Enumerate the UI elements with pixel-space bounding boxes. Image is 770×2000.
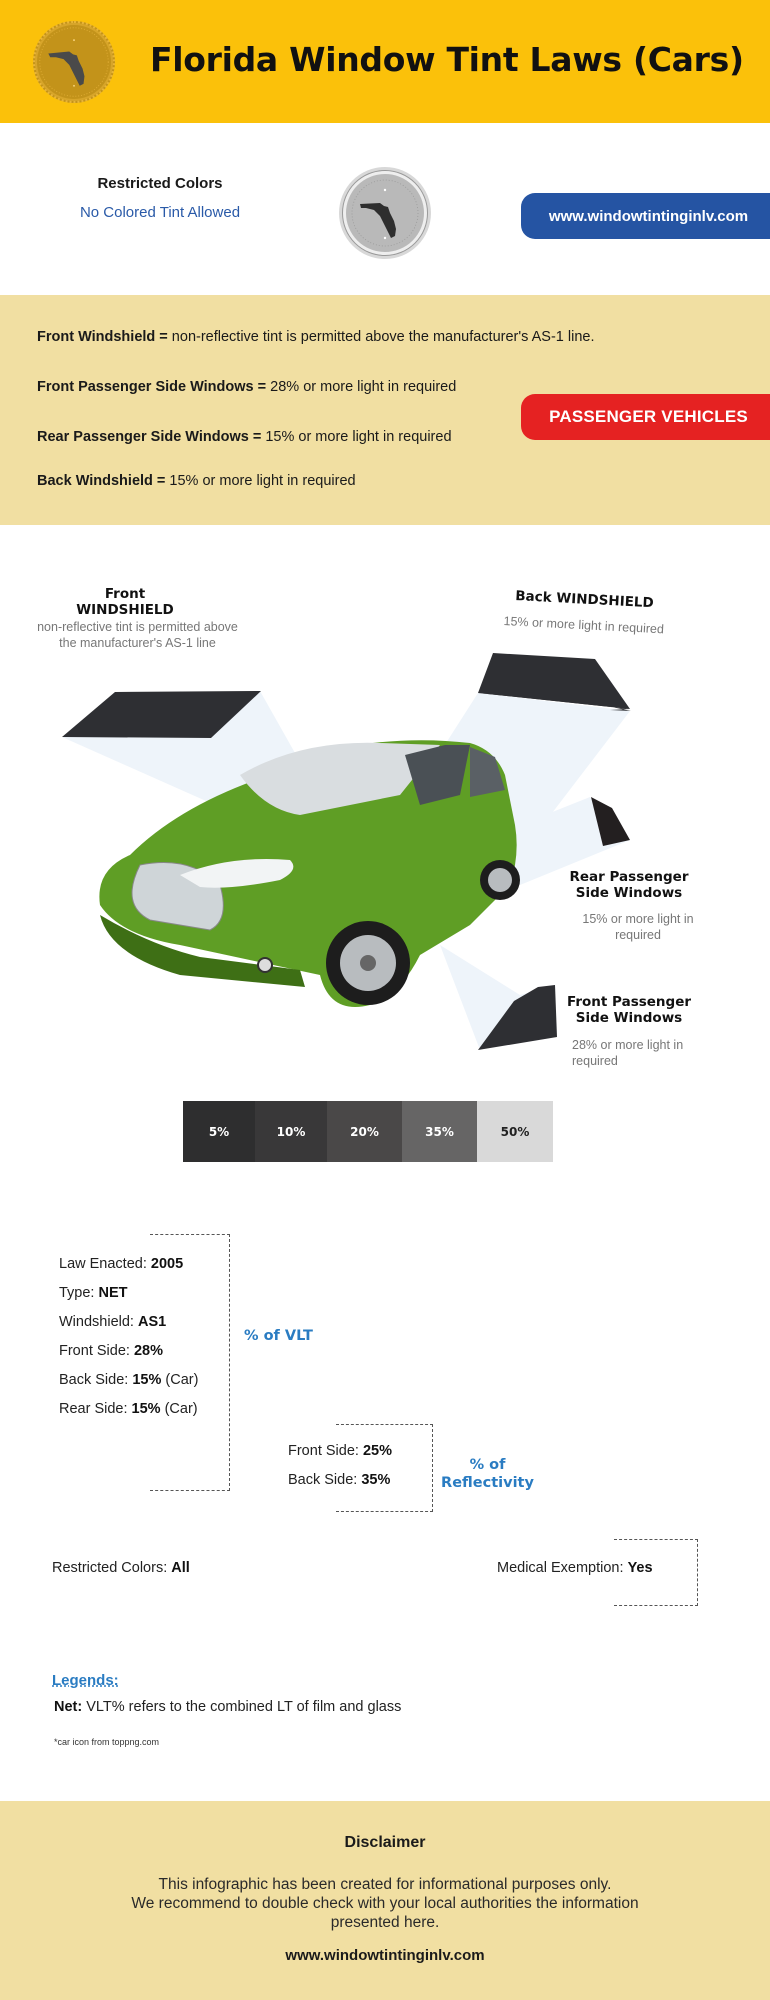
- spec-value: 25%: [362, 1443, 392, 1459]
- tint-darkness-scale: [183, 1101, 553, 1162]
- label-line: Front Passenger: [567, 994, 692, 1010]
- desc-line: non-reflective tint is permitted above: [37, 620, 238, 634]
- desc-line: 15% or more light in: [582, 912, 694, 926]
- rule-text: 15% or more light in required: [261, 429, 452, 445]
- spec-medical-exemption: [497, 1560, 653, 1576]
- tint-swatch-5: 5%: [183, 1101, 255, 1162]
- rule-label: Back Windshield =: [37, 473, 166, 489]
- spec-value: Yes: [627, 1560, 653, 1576]
- info-row: [0, 123, 770, 295]
- disclaimer-line: This infographic has been created for informational purposes only.: [158, 1876, 612, 1893]
- disclaimer-line: We recommend to double check with your local authorities the information: [131, 1895, 639, 1912]
- desc-line: 28% or more light in: [572, 1038, 684, 1052]
- image-credit: *car icon from toppng.com: [54, 1737, 160, 1747]
- spec-value: NET: [98, 1285, 128, 1301]
- disclaimer-line: presented here.: [330, 1914, 440, 1931]
- rules-section: [0, 295, 770, 525]
- spec-label: Windshield:: [59, 1314, 138, 1330]
- vlt-bracket: [150, 1234, 230, 1491]
- spec-label: Back Side:: [59, 1372, 133, 1388]
- car-diagram: [0, 525, 770, 1165]
- label-line: Rear Passenger: [569, 869, 689, 885]
- tint-swatch-10: 10%: [255, 1101, 327, 1162]
- desc-line: required: [572, 1054, 618, 1068]
- back-windshield-desc: 15% or more light in required: [503, 613, 665, 637]
- website-badge[interactable]: www.windowtintinginlv.com: [521, 193, 770, 239]
- spec-label: Back Side:: [288, 1472, 362, 1488]
- tint-swatch-35: 35%: [402, 1101, 477, 1162]
- spec-windshield: [59, 1314, 166, 1330]
- restricted-colors-title: Restricted Colors: [97, 175, 223, 192]
- spec-label: Type:: [59, 1285, 99, 1301]
- spec-label: Medical Exemption:: [497, 1560, 628, 1576]
- spec-value: 15%: [131, 1401, 161, 1417]
- tint-swatch-50: 50%: [477, 1101, 553, 1162]
- legend-definition: VLT% refers to the combined LT of film and glass: [82, 1699, 402, 1715]
- label-line: % of: [469, 1457, 506, 1473]
- rule-front-windshield: [37, 329, 594, 345]
- legend-net: [54, 1699, 401, 1715]
- rule-rear-side: [37, 429, 452, 445]
- florida-seal-icon: [33, 21, 115, 103]
- legends-title: Legends:: [52, 1672, 119, 1689]
- rule-front-side: [37, 379, 456, 395]
- disclaimer-section: [0, 1801, 770, 2000]
- rule-back-windshield: [37, 473, 356, 489]
- tint-swatch-20: 20%: [327, 1101, 402, 1162]
- spec-value: All: [171, 1560, 190, 1576]
- rule-label: Front Windshield =: [37, 329, 168, 345]
- header-banner: [0, 0, 770, 123]
- spec-suffix: (Car): [161, 1372, 199, 1388]
- spec-back-side: [59, 1372, 198, 1388]
- rule-text: 28% or more light in required: [266, 379, 457, 395]
- spec-value: 35%: [361, 1472, 391, 1488]
- reflectivity-label: [440, 1456, 535, 1492]
- page-title: Florida Window Tint Laws (Cars): [150, 40, 744, 79]
- spec-type: [59, 1285, 128, 1301]
- passenger-vehicles-badge: PASSENGER VEHICLES: [521, 394, 770, 440]
- spec-reflect-back: [288, 1472, 390, 1488]
- front-side-desc: [572, 1037, 712, 1069]
- spec-value: 28%: [133, 1343, 163, 1359]
- rule-text: 15% or more light in required: [165, 473, 356, 489]
- spec-value: 2005: [150, 1256, 184, 1272]
- disclaimer-title: Disclaimer: [344, 1834, 426, 1851]
- back-windshield-label: Back WINDSHIELD: [514, 588, 655, 612]
- spec-label: Restricted Colors:: [52, 1560, 172, 1576]
- spec-restricted-colors: [52, 1560, 190, 1576]
- front-windshield-label: Front WINDSHIELD: [76, 586, 174, 618]
- reflectivity-bracket: [336, 1424, 433, 1512]
- spec-law-enacted: [59, 1256, 183, 1272]
- spec-rear-side: [59, 1401, 198, 1417]
- vlt-label: % of VLT: [244, 1328, 313, 1344]
- spec-value: 15%: [132, 1372, 162, 1388]
- legend-term: Net:: [54, 1699, 83, 1715]
- desc-line: required: [615, 928, 661, 942]
- label-line: Side Windows: [575, 885, 683, 901]
- label-line: Side Windows: [575, 1010, 683, 1026]
- florida-seal-icon: [343, 171, 427, 255]
- spec-suffix: (Car): [160, 1401, 198, 1417]
- spec-reflect-front: [288, 1443, 392, 1459]
- rule-text: non-reflective tint is permitted above the manufacturer's AS-1 line.: [167, 329, 595, 345]
- spec-label: Front Side:: [288, 1443, 363, 1459]
- rule-label: Front Passenger Side Windows =: [37, 379, 267, 395]
- restricted-colors-value: No Colored Tint Allowed: [79, 204, 241, 221]
- spec-label: Law Enacted:: [59, 1256, 151, 1272]
- rear-side-label: [564, 869, 694, 901]
- desc-line: the manufacturer's AS-1 line: [59, 636, 216, 650]
- front-side-label: [567, 994, 691, 1026]
- disclaimer-website-link[interactable]: www.windowtintinginlv.com: [285, 1947, 485, 1964]
- spec-label: Front Side:: [59, 1343, 134, 1359]
- front-windshield-desc: [20, 619, 255, 651]
- spec-value: AS1: [137, 1314, 167, 1330]
- rear-side-desc: [564, 911, 712, 943]
- spec-front-side: [59, 1343, 163, 1359]
- label-line: Reflectivity: [441, 1475, 534, 1491]
- disclaimer-body: [60, 1875, 710, 1932]
- spec-label: Rear Side:: [59, 1401, 132, 1417]
- rule-label: Rear Passenger Side Windows =: [37, 429, 262, 445]
